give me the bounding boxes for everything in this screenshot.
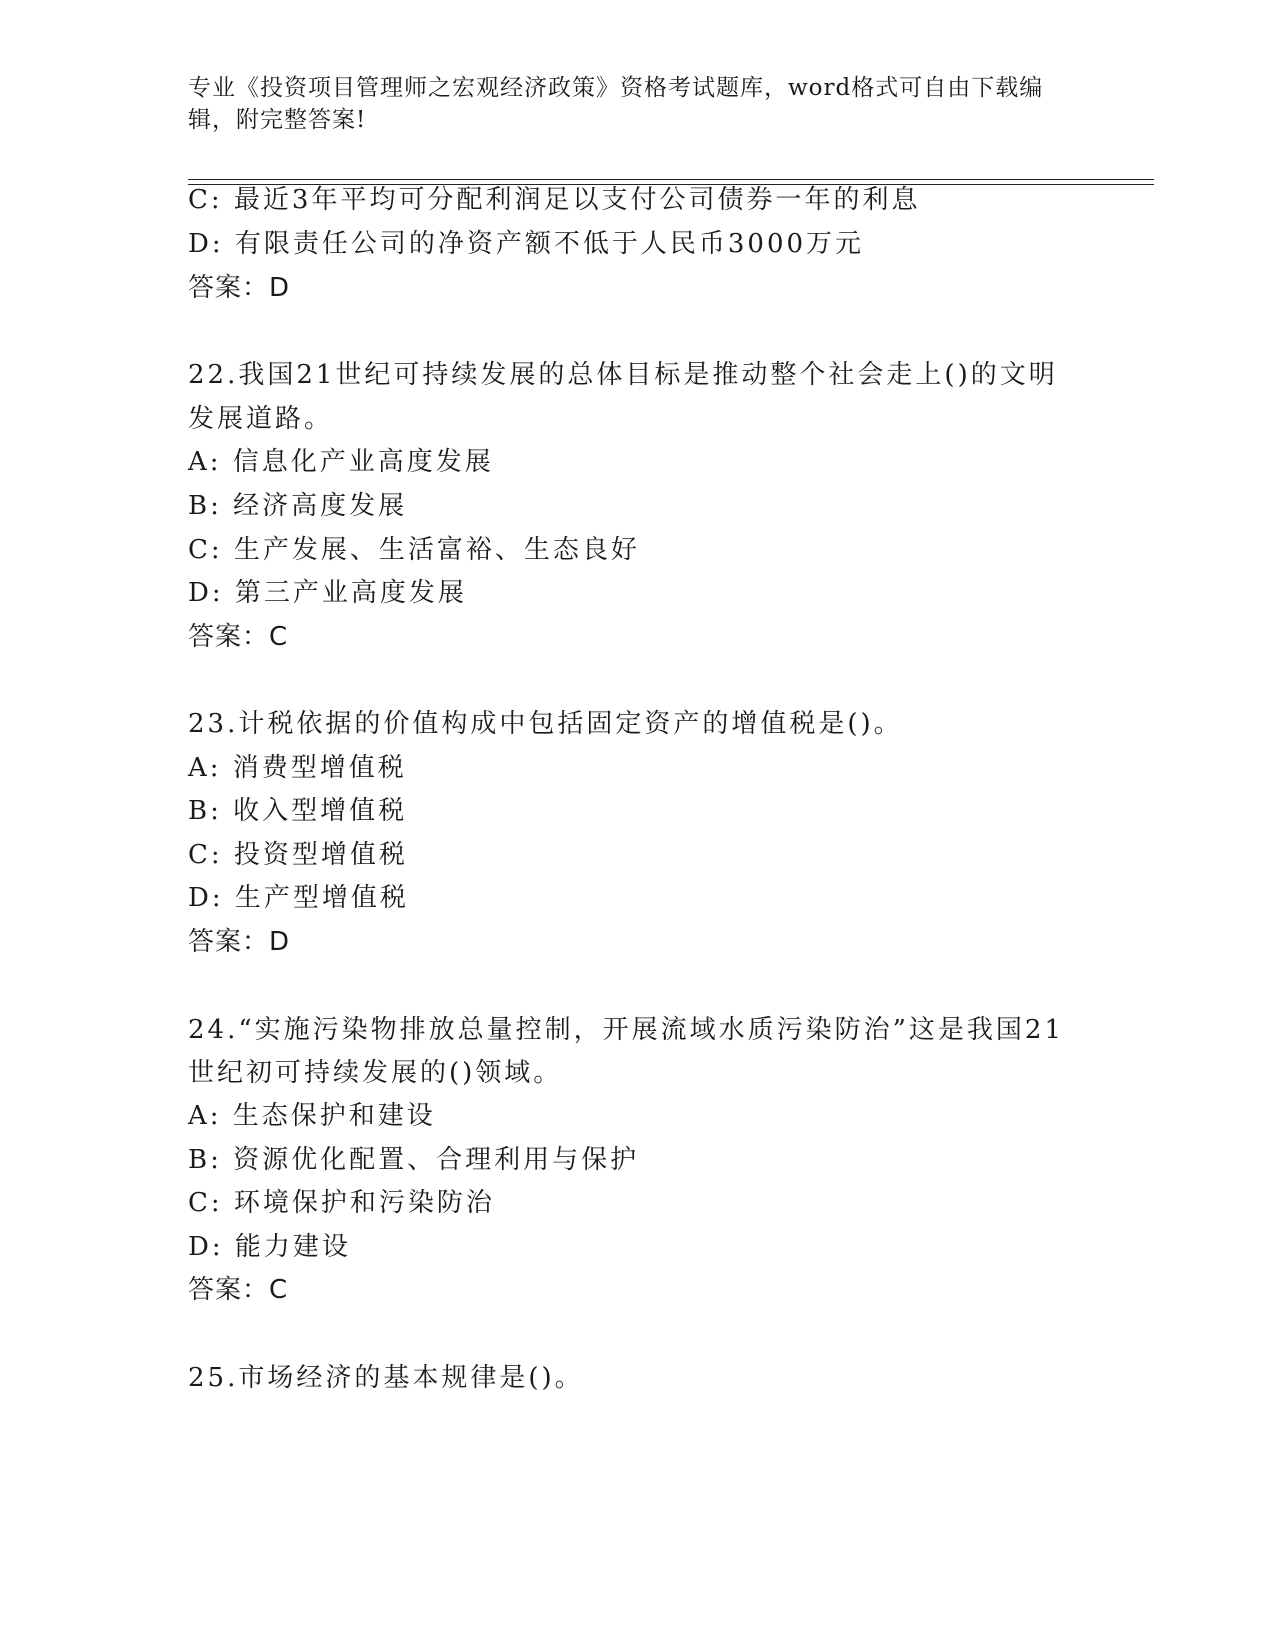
header-line-1: 专业《投资项目管理师之宏观经济政策》资格考试题库，word格式可自由下载编 xyxy=(188,75,1044,101)
q23-answer: 答案：D xyxy=(188,927,291,957)
q22-option-c: C: 生产发展、生活富裕、生态良好 xyxy=(188,535,640,565)
q23-option-c: C: 投资型增值税 xyxy=(188,840,408,870)
header-line-2: 辑，附完整答案! xyxy=(188,107,367,133)
q24-option-d: D: 能力建设 xyxy=(188,1232,351,1262)
q24-option-a: A: 生态保护和建设 xyxy=(188,1101,436,1131)
q23-option-b: B: 收入型增值税 xyxy=(188,796,408,826)
q22-stem-line-2: 发展道路。 xyxy=(188,404,334,434)
q22-option-d: D: 第三产业高度发展 xyxy=(188,578,467,608)
q21-option-d: D: 有限责任公司的净资产额不低于人民币3000万元 xyxy=(188,229,865,259)
q25-stem-line-1: 25.市场经济的基本规律是()。 xyxy=(188,1363,584,1393)
q24-stem-line-2: 世纪初可持续发展的()领域。 xyxy=(188,1058,563,1088)
q24-answer: 答案：C xyxy=(188,1275,289,1305)
q22-answer: 答案：C xyxy=(188,622,289,652)
q23-option-a: A: 消费型增值税 xyxy=(188,753,407,783)
q21-option-c: C: 最近3年平均可分配利润足以支付公司债券一年的利息 xyxy=(188,185,921,215)
q22-option-b: B: 经济高度发展 xyxy=(188,491,408,521)
q24-option-b: B: 资源优化配置、合理利用与保护 xyxy=(188,1145,640,1175)
document-header xyxy=(188,72,1068,136)
q23-option-d: D: 生产型增值税 xyxy=(188,883,409,913)
header-divider-top xyxy=(188,179,1154,180)
q24-option-c: C: 环境保护和污染防治 xyxy=(188,1188,495,1218)
q22-option-a: A: 信息化产业高度发展 xyxy=(188,447,494,477)
q24-stem-line-1: 24.“实施污染物排放总量控制，开展流域水质污染防治”这是我国21 xyxy=(188,1015,1065,1045)
q23-stem-line-1: 23.计税依据的价值构成中包括固定资产的增值税是()。 xyxy=(188,709,903,739)
q21-answer: 答案：D xyxy=(188,273,291,303)
q22-stem-line-1: 22.我国21世纪可持续发展的总体目标是推动整个社会走上()的文明 xyxy=(188,360,1058,390)
